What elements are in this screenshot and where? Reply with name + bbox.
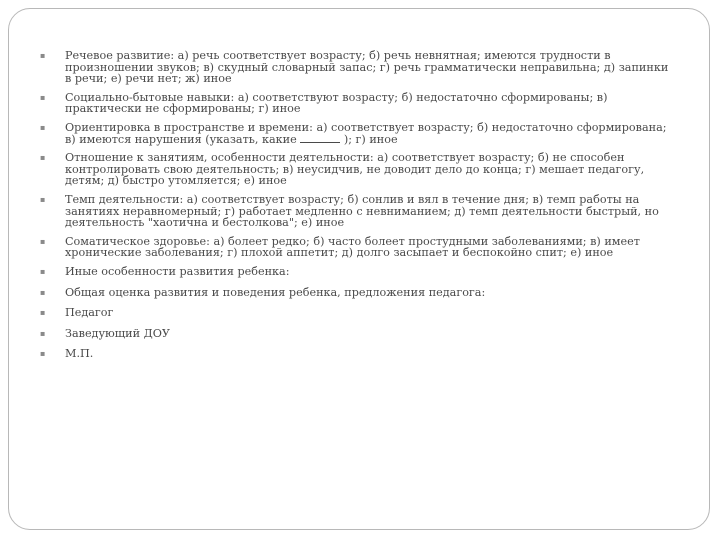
bullet-square-icon: ▪ (40, 236, 46, 246)
bullet-square-icon: ▪ (40, 287, 46, 297)
fill-in-blank (300, 134, 340, 143)
list-item-head (40, 328, 670, 340)
list-item-text-after: ); г) иное (343, 132, 398, 146)
bullet-square-icon: ▪ (40, 349, 46, 359)
list-item-text: Педагог (65, 306, 114, 320)
list-item-text: Общая оценка развития и поведения ребенка, предложения педагога: (65, 285, 486, 299)
list-item-overall-assessment (40, 287, 670, 299)
list-item-text: Речевое развитие: а) речь соответствует возрасту; б) речь невнятная; имеются трудности в произношении звуков; в) скудный словарный запас; г) речь грамматически неправильна; д) запинки в речи; е) речи нет; ж) иное (65, 49, 669, 86)
list-item-social-skills (40, 92, 670, 115)
list-item-text-before: Ориентировка в пространстве и времени: а) соответствует возрасту; б) недостаточно сформирована; в) имеются нарушения (указать, какие (65, 120, 667, 146)
list-item-text: Темп деятельности: а) соответствует возрасту; б) сонлив и вял в течение дня; в) темп работы на занятиях неравномерный; г) работает медленно с невниманием; д) темп деятельности быстрый, но деятельность "хаотична и бестолкова"; е) иное (65, 192, 659, 230)
list-item-somatic-health (40, 236, 670, 259)
list-item-other-features (40, 266, 670, 278)
list-item-text: Социально-бытовые навыки: а) соответствуют возрасту; б) недостаточно сформированы; в) практически не сформированы; г) иное (65, 90, 608, 116)
list-item-activity-pace (40, 194, 670, 229)
bullet-square-icon: ▪ (40, 153, 46, 163)
bullet-square-icon: ▪ (40, 194, 46, 204)
bullet-square-icon: ▪ (40, 92, 46, 102)
list-item-text: Иные особенности развития ребенка: (65, 264, 290, 278)
bullet-square-icon: ▪ (40, 122, 46, 132)
bullet-list (40, 50, 670, 369)
list-item-orientation (40, 122, 670, 145)
list-item-seal (40, 348, 670, 360)
bullet-square-icon: ▪ (40, 51, 46, 60)
bullet-square-icon: ▪ (40, 328, 46, 338)
bullet-square-icon: ▪ (40, 266, 46, 276)
list-item-speech (40, 50, 670, 85)
list-item-text: Соматическое здоровье: а) болеет редко; б) часто болеет простудными заболеваниями; в) имеет хронические заболевания; г) плохой аппетит; д) долго засыпает и беспокойно спит; е) иное (65, 234, 640, 260)
list-item-teacher (40, 307, 670, 319)
list-item-activity-attitude (40, 152, 670, 187)
list-item-text: Отношение к занятиям, особенности деятельности: а) соответствует возрасту; б) не способен контролировать свою деятельность; в) неусидчив, не доводит дело до конца; г) мешает педагогу, детям; д) быстро утомляется; е) иное (65, 151, 645, 188)
list-item-text: Заведующий ДОУ (65, 326, 170, 340)
list-item-text: М.П. (65, 347, 94, 361)
bullet-square-icon: ▪ (40, 308, 46, 318)
